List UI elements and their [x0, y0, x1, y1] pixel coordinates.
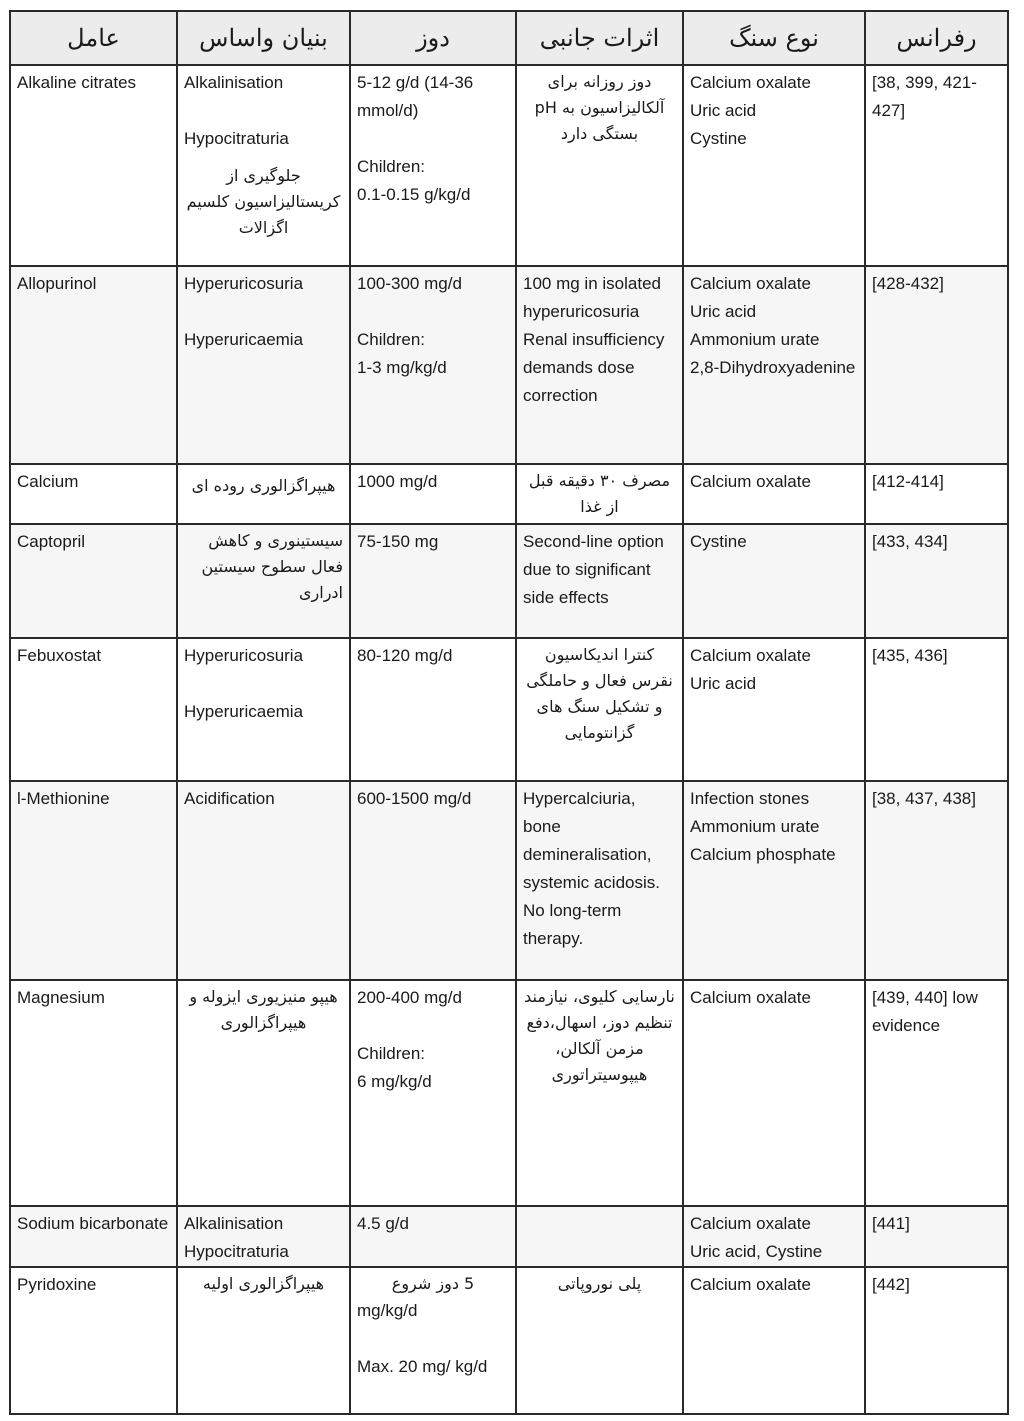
- side-effects-cell: کنترا اندیکاسیون نقرس فعال و حاملگی و تشکیل سنگ های گزانتومایی: [516, 638, 683, 781]
- stone-type-cell: [683, 781, 865, 980]
- agent-cell: Captopril: [10, 524, 177, 638]
- dose-cell: 600-1500 mg/d: [350, 781, 516, 980]
- rationale-line: Hyperuricaemia: [184, 330, 304, 349]
- table-row: [10, 781, 1008, 980]
- header-rationale: بنیان واساس: [177, 11, 350, 65]
- dose-line: 1-3 mg/kg/d: [357, 358, 447, 377]
- dose-line: Children:: [357, 1044, 426, 1063]
- stone-item: Calcium oxalate: [690, 1214, 811, 1233]
- side-effects-cell: 100 mg in isolated hyperuricosuria Renal insufficiency demands dose correction: [516, 266, 683, 464]
- stone-type-cell: Cystine: [683, 524, 865, 638]
- stone-item: Calcium oxalate: [690, 73, 811, 92]
- dose-line: 100-300 mg/d: [357, 274, 462, 293]
- agent-cell: l-Methionine: [10, 781, 177, 980]
- dose-cell: [350, 266, 516, 464]
- dose-line: 6 mg/kg/d: [357, 1072, 432, 1091]
- rationale-cell: سیستینوری و کاهش فعال سطوح سیستین ادراری: [177, 524, 350, 638]
- rationale-cell: [177, 638, 350, 781]
- stone-type-cell: Calcium oxalate: [683, 464, 865, 524]
- rationale-cell: هیپو منیزیوری ایزوله و هیپراگزالوری: [177, 980, 350, 1206]
- dose-cell: 1000 mg/d: [350, 464, 516, 524]
- stone-item: Calcium phosphate: [690, 845, 836, 864]
- table-row: [10, 1267, 1008, 1414]
- reference-cell: [442]: [865, 1267, 1008, 1414]
- reference-cell: [38, 399, 421-427]: [865, 65, 1008, 266]
- agent-cell: Magnesium: [10, 980, 177, 1206]
- reference-cell: [439, 440] low evidence: [865, 980, 1008, 1206]
- dose-line: Children:: [357, 157, 426, 176]
- agent-cell: Sodium bicarbonate: [10, 1206, 177, 1267]
- rationale-line: Alkalinisation: [184, 1214, 284, 1233]
- stone-item: Ammonium urate: [690, 330, 820, 349]
- stone-item: Cystine: [690, 129, 747, 148]
- stone-item: Infection stones: [690, 789, 810, 808]
- stone-type-cell: [683, 266, 865, 464]
- rationale-fa: جلوگیری از کریستالیزاسیون کلسیم اگزالات: [181, 166, 341, 237]
- stone-type-cell: Calcium oxalate: [683, 980, 865, 1206]
- side-effects-cell: دوز روزانه برای آلکالیزاسیون به pH بستگی دارد: [516, 65, 683, 266]
- header-side-effects: اثرات جانبی: [516, 11, 683, 65]
- stone-type-cell: [683, 1206, 865, 1267]
- reference-cell: [38, 437, 438]: [865, 781, 1008, 980]
- rationale-line: Alkalinisation: [184, 73, 284, 92]
- dose-cell: 4.5 g/d: [350, 1206, 516, 1267]
- side-effects-cell: پلی نوروپاتی: [516, 1267, 683, 1414]
- stone-type-cell: [683, 65, 865, 266]
- table-row: [10, 266, 1008, 464]
- rationale-line: Hyperuricosuria: [184, 274, 304, 293]
- table-header-row: [10, 11, 1008, 65]
- stone-item: Uric acid: [690, 674, 757, 693]
- stone-item: Calcium oxalate: [690, 274, 811, 293]
- table-row: [10, 65, 1008, 266]
- dose-line: Max. 20 mg/ kg/d: [357, 1357, 488, 1376]
- side-effects-cell: مصرف ۳۰ دقیقه قبل از غذا: [516, 464, 683, 524]
- dose-line: 5-12 g/d (14-36 mmol/d): [357, 73, 478, 120]
- rationale-line: Hyperuricaemia: [184, 702, 304, 721]
- side-effects-cell: Second-line option due to significant side effects: [516, 524, 683, 638]
- side-effects-cell: نارسایی کلیوی، نیازمند تنظیم دوز، اسهال،دفع مزمن آلکالن، هیپوسیتراتوری: [516, 980, 683, 1206]
- header-agent: عامل: [10, 11, 177, 65]
- stone-type-cell: [683, 638, 865, 781]
- dose-line: mg/kg/d: [357, 1301, 418, 1320]
- dose-line: Children:: [357, 330, 426, 349]
- rationale-cell: [177, 1206, 350, 1267]
- stone-type-cell: Calcium oxalate: [683, 1267, 865, 1414]
- dose-cell: 75-150 mg: [350, 524, 516, 638]
- reference-cell: [428-432]: [865, 266, 1008, 464]
- reference-cell: [433, 434]: [865, 524, 1008, 638]
- stone-item: Uric acid, Cystine: [690, 1242, 823, 1261]
- stone-item: Uric acid: [690, 101, 757, 120]
- agent-cell: Febuxostat: [10, 638, 177, 781]
- rationale-line: Hypocitraturia: [184, 1242, 289, 1261]
- dose-line-fa: 5 دوز شروع: [391, 1274, 475, 1293]
- stone-item: Calcium oxalate: [690, 646, 811, 665]
- rationale-cell: Acidification: [177, 781, 350, 980]
- rationale-line: Hyperuricosuria: [184, 646, 304, 665]
- dose-cell: 80-120 mg/d: [350, 638, 516, 781]
- agent-cell: Alkaline citrates: [10, 65, 177, 266]
- agent-cell: Calcium: [10, 464, 177, 524]
- stone-item: Ammonium urate: [690, 817, 820, 836]
- header-dose: دوز: [350, 11, 516, 65]
- rationale-line: Hypocitraturia: [184, 129, 289, 148]
- side-effects-cell: [516, 1206, 683, 1267]
- dose-cell: [350, 65, 516, 266]
- dose-line: 200-400 mg/d: [357, 988, 462, 1007]
- reference-cell: [412-414]: [865, 464, 1008, 524]
- rationale-cell: هیپراگزالوری اولیه: [177, 1267, 350, 1414]
- side-effects-cell: Hypercalciuria, bone demineralisation, systemic acidosis. No long-term therapy.: [516, 781, 683, 980]
- agent-cell: Pyridoxine: [10, 1267, 177, 1414]
- rationale-cell: [177, 65, 350, 266]
- reference-cell: [441]: [865, 1206, 1008, 1267]
- agent-cell: Allopurinol: [10, 266, 177, 464]
- rationale-cell: [177, 266, 350, 464]
- table-row: [10, 980, 1008, 1206]
- header-reference: رفرانس: [865, 11, 1008, 65]
- dose-cell: [350, 1267, 516, 1414]
- reference-cell: [435, 436]: [865, 638, 1008, 781]
- drug-table: [9, 10, 1009, 1415]
- stone-item: 2,8-Dihydroxyadenine: [690, 358, 856, 377]
- dose-cell: [350, 980, 516, 1206]
- dose-line: 0.1-0.15 g/kg/d: [357, 185, 471, 204]
- table-row: [10, 464, 1008, 524]
- header-stone-type: نوع سنگ: [683, 11, 865, 65]
- table-row: [10, 524, 1008, 638]
- stone-item: Uric acid: [690, 302, 757, 321]
- table-row: [10, 1206, 1008, 1267]
- table-row: [10, 638, 1008, 781]
- rationale-cell: هیپراگزالوری روده ای: [177, 464, 350, 524]
